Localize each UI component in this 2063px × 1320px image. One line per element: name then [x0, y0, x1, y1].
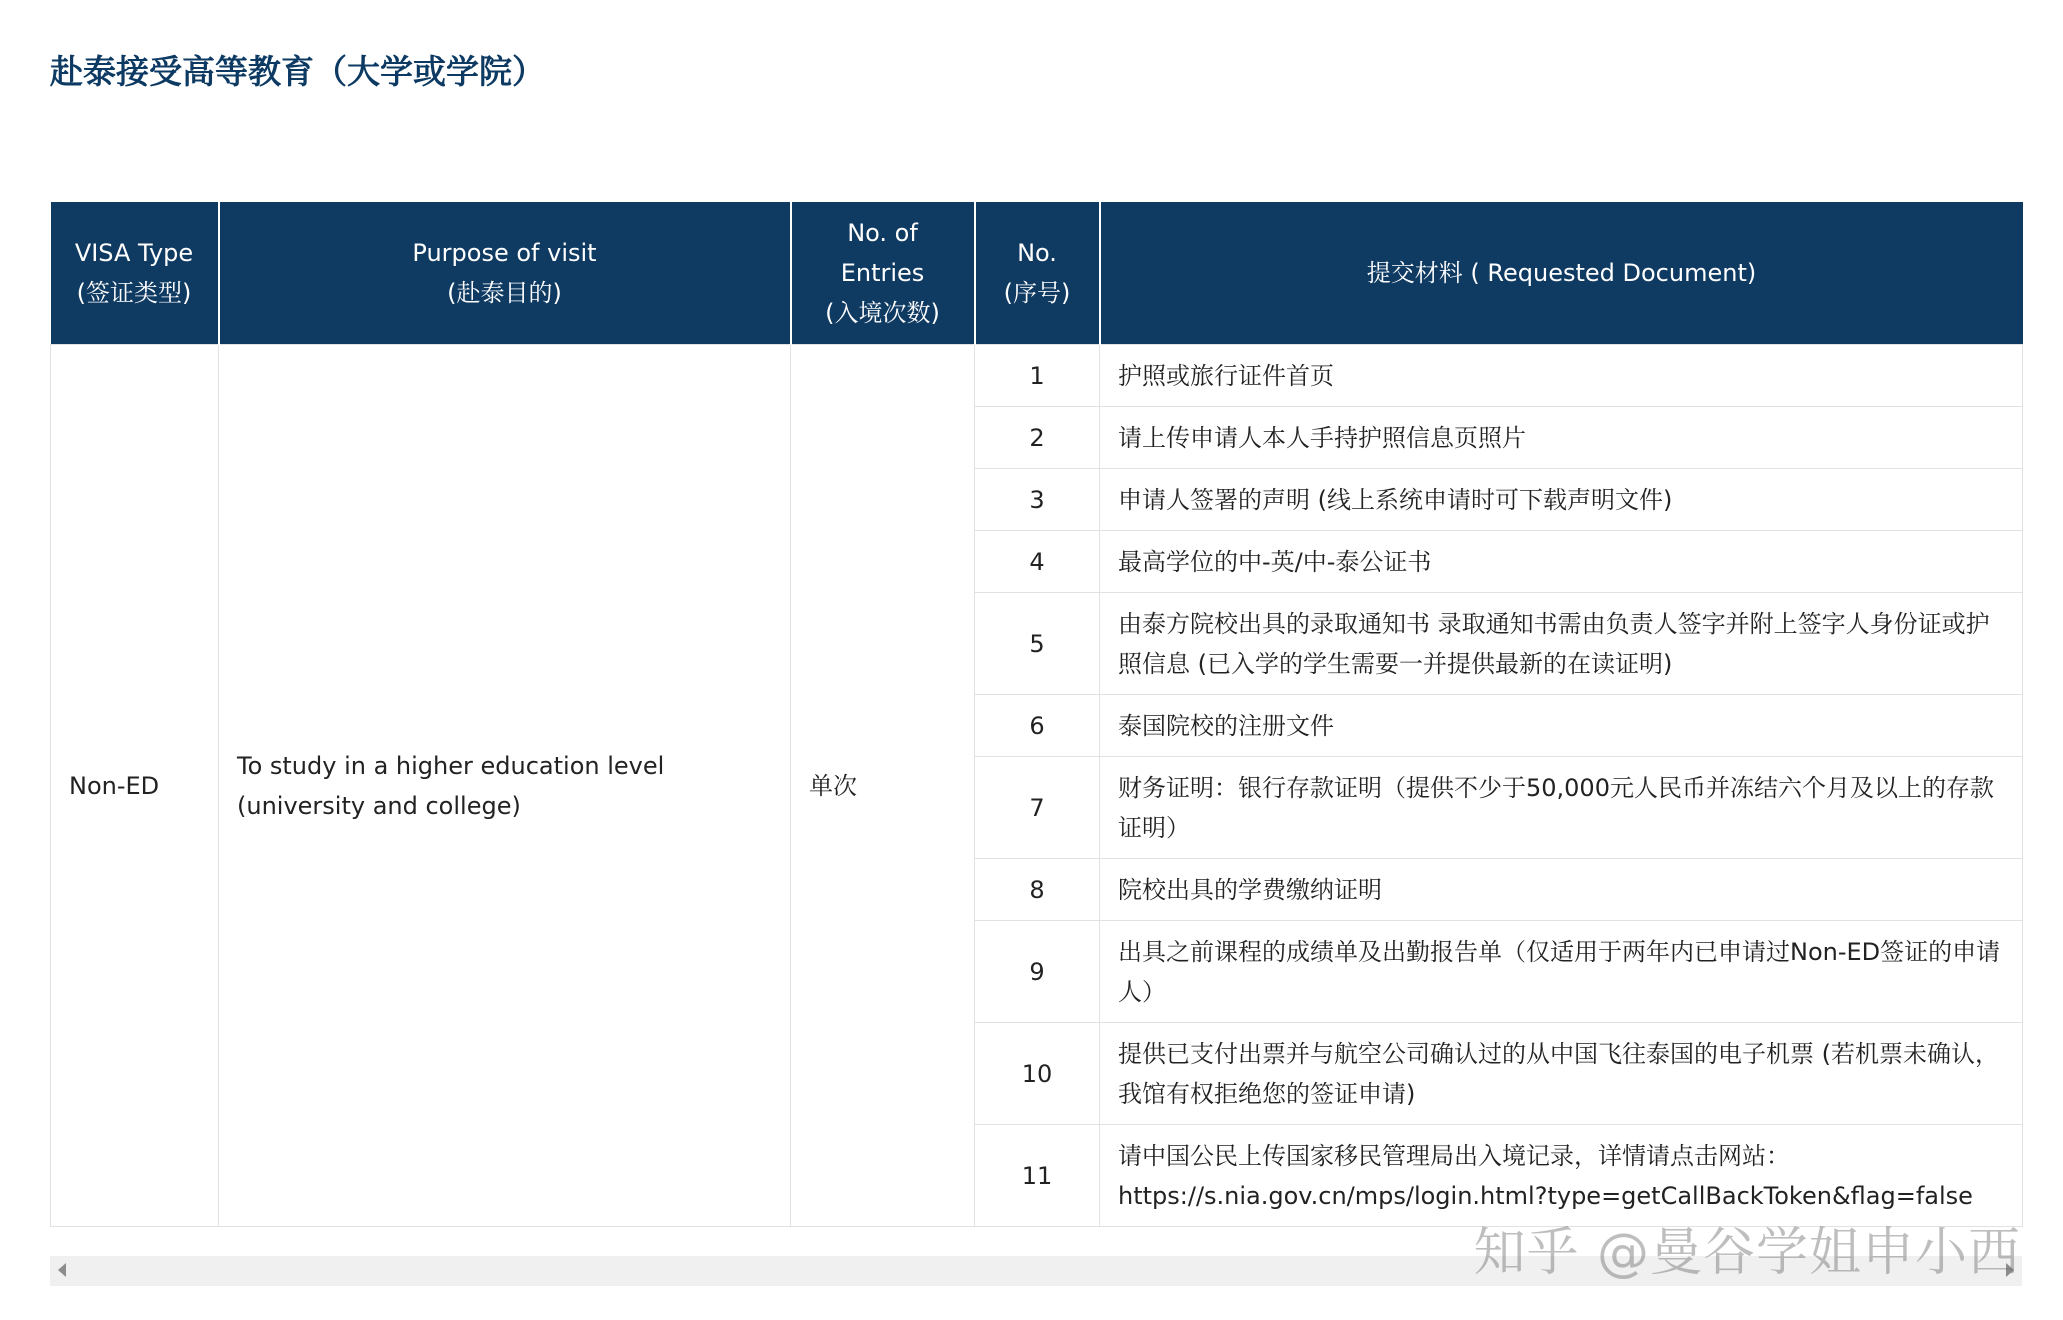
- scroll-left-arrow-icon[interactable]: [58, 1263, 66, 1277]
- document-cell: 护照或旅行证件首页: [1100, 345, 2023, 407]
- row-number: 11: [975, 1125, 1100, 1227]
- row-number: 8: [975, 859, 1100, 921]
- document-cell: 申请人签署的声明 (线上系统申请时可下载声明文件): [1100, 469, 2023, 531]
- table-header-row: [51, 202, 2023, 345]
- row-number: 4: [975, 531, 1100, 593]
- document-cell: 请上传申请人本人手持护照信息页照片: [1100, 407, 2023, 469]
- row-number: 9: [975, 921, 1100, 1023]
- header-visa-type-line-1: VISA Type: [74, 239, 194, 267]
- visa-requirements-table: [50, 202, 2023, 1227]
- document-cell: 院校出具的学费缴纳证明: [1100, 859, 2023, 921]
- purpose-line-1: To study in a higher education level: [237, 751, 665, 780]
- entries-cell: 单次: [791, 345, 975, 1227]
- row-number: 2: [975, 407, 1100, 469]
- purpose-line-2: (university and college): [237, 791, 521, 820]
- header-visa-type-line-2: (签证类型): [76, 279, 192, 307]
- table-row: [51, 345, 2023, 407]
- document-cell: 泰国院校的注册文件: [1100, 695, 2023, 757]
- header-entries-line-3: (入境次数): [825, 299, 940, 327]
- document-cell: 最高学位的中-英/中-泰公证书: [1100, 531, 2023, 593]
- header-no-line-2: (序号): [1003, 279, 1071, 307]
- row-number: 3: [975, 469, 1100, 531]
- header-entries-line-1: No. of: [847, 219, 918, 247]
- row-number: 1: [975, 345, 1100, 407]
- table-container: [50, 202, 2022, 1227]
- header-purpose-line-1: Purpose of visit: [412, 239, 597, 267]
- document-cell: 由泰方院校出具的录取通知书 录取通知书需由负责人签字并附上签字人身份证或护照信息 (已入学的学生需要一并提供最新的在读证明): [1100, 593, 2023, 695]
- row-number: 10: [975, 1023, 1100, 1125]
- purpose-cell: [219, 345, 791, 1227]
- header-visa-type: [51, 202, 219, 345]
- header-no: [975, 202, 1100, 345]
- row-number: 6: [975, 695, 1100, 757]
- document-cell: 提供已支付出票并与航空公司确认过的从中国飞往泰国的电子机票 (若机票未确认，我馆有权拒绝您的签证申请): [1100, 1023, 2023, 1125]
- header-documents: 提交材料 ( Requested Document): [1100, 202, 2023, 345]
- row-number: 5: [975, 593, 1100, 695]
- visa-type-cell: Non-ED: [51, 345, 219, 1227]
- document-text: 请中国公民上传国家移民管理局出入境记录，详情请点击网站：: [1118, 1141, 1790, 1170]
- document-cell: 财务证明：银行存款证明（提供不少于50,000元人民币并冻结六个月及以上的存款证明）: [1100, 757, 2023, 859]
- page-title: 赴泰接受高等教育（大学或学院）: [50, 52, 545, 91]
- header-entries: [791, 202, 975, 345]
- header-entries-line-2: Entries: [840, 259, 925, 287]
- header-purpose: [219, 202, 791, 345]
- header-purpose-line-2: (赴泰目的): [447, 279, 562, 307]
- header-no-line-1: No.: [1017, 239, 1057, 267]
- nia-link[interactable]: https://s.nia.gov.cn/mps/login.html?type=getCallBackToken&flag=false: [1118, 1181, 1973, 1210]
- row-number: 7: [975, 757, 1100, 859]
- watermark: 知乎 @曼谷学姐申小西: [1473, 1223, 2021, 1283]
- document-cell: 出具之前课程的成绩单及出勤报告单（仅适用于两年内已申请过Non-ED签证的申请人）: [1100, 921, 2023, 1023]
